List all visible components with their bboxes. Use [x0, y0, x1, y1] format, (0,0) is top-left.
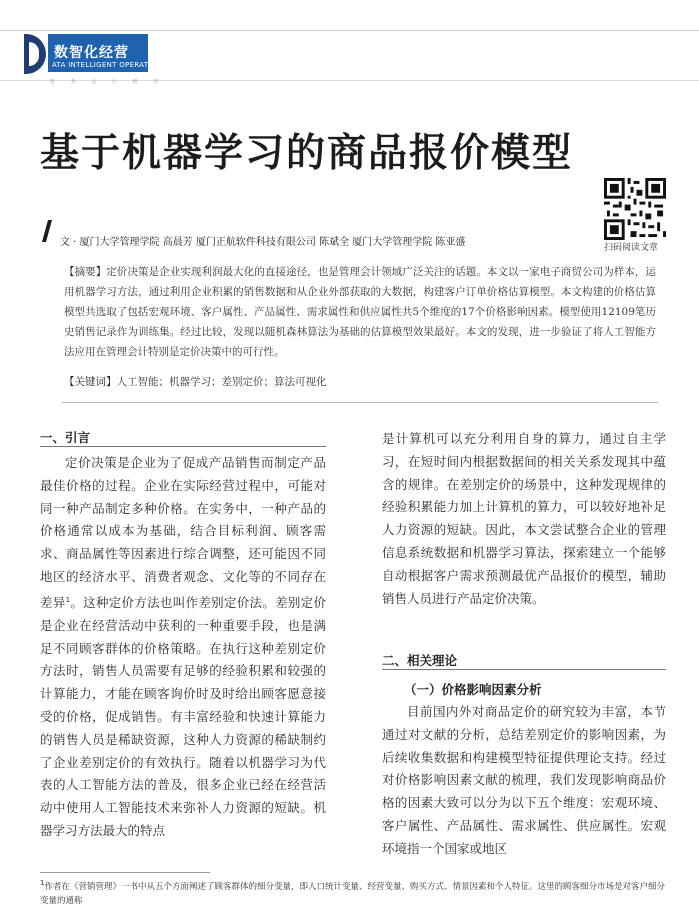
abstract-text: 定价决策是企业实现利润最大化的直接途径，也是管理会计领域广泛关注的话题。本文以一家电子商贸公司为样本，运用机器学习方法，通过利用企业积累的销售数据和从企业外部获取的大数据，构建客户订单价格估算模型。本文构建的价格估算模型共选取了包括宏观环境、客户属性、产品属性、需求属性和供应属性共5个维度的17个价格影响因素。模型使用12109笔历史销售记录作为训练集。经过比较，发现以随机森林算法为基础的估算模型效果最好。本文的发现，进一步验证了将人工智能方法应用在管理会计特别是定价决策中的可行性。	[64, 266, 657, 358]
paragraph: 目前国内外对商品定价的研究较为丰富，本节通过对文献的分析，总结差别定价的影响因素，为后续收集数据和构建模型特征提供理论支持。经过对价格影响因素文献的梳理，我们发现影响商品价格的因素大致可以分为以下五个维度：宏观环境、客户属性、产品属性、需求属性、供应属性。宏观环境指一个国家或地区	[382, 704, 666, 856]
footnote-ref[interactable]: 1	[65, 595, 71, 604]
section-heading-introduction: 一、引言	[40, 430, 91, 445]
column-subtitle: 财 务 会 计 研 究	[50, 79, 165, 85]
footnote-divider	[40, 872, 210, 873]
keywords-label: 【关键词】	[64, 376, 117, 388]
slash-mark-icon	[42, 220, 52, 242]
paragraph: 定价决策是企业为了促成产品销售而制定产品最佳价格的过程。企业在实际经营过程中，可能对同一种产品制定多种价格。在实务中，一种产品的价格通常以成本为基础，结合目标利润、顾客需求、商品属性等因素进行综合调整，还可能因不同地区的经济水平、消费者观念、文化等的不同存在差异$^1$。这种定价方法也叫作差别定价法。差别定价是企业在经营活动中获利的一种重要手段，也是满足不同顾客群体的价格策略。在执行这种差别定价方法时，销售人员需要有足够的经验积累和较强的计算能力，才能在顾客询价时及时给出顾客愿意接受的价格，促成销售。有丰富经验和快速计算能力的销售人员是稀缺资源，这种人力资源的稀缺制约了企业差别定价的有效执行。随着以机器学习为代表的人工智能方法的普及，很多企业已经在经营活动中使用人工智能技术来弥补人力资源的短缺。机器学习方法最大的特点	[40, 455, 326, 838]
column-name: 数智化经营	[54, 45, 129, 61]
header-rule	[0, 30, 699, 31]
footnote-mark: 1	[40, 879, 45, 887]
abstract-label: 【摘要】	[64, 266, 107, 278]
author-line: 文 · 厦门大学管理学院 高晨芳 厦门正航软件科技有限公司 陈斌全 厦门大学管理学院 陈亚盛	[60, 237, 466, 248]
qr-label: 扫码阅读文章	[604, 243, 659, 253]
section-underline	[382, 669, 666, 670]
column-logo	[24, 34, 46, 74]
column-english-name: ATA INTELLIGENT OPERATION	[52, 61, 163, 69]
footnote-text: 作者在《营销管理》一书中从五个方面阐述了顾客群体的细分变量，即人口统计变量、经营变量、购买方式、情景因素和个人特征。这里的顾客细分市场是对客户细分变量的通称	[40, 881, 665, 906]
keywords	[64, 374, 327, 389]
section-underline	[40, 446, 326, 447]
qr-code-icon[interactable]	[604, 178, 666, 240]
abstract	[64, 262, 656, 362]
footnote	[40, 876, 670, 908]
keywords-text: 人工智能；机器学习；差别定价；算法可视化	[116, 376, 327, 388]
subsection-heading: （一）价格影响因素分析	[404, 682, 542, 697]
abstract-divider	[62, 402, 658, 403]
left-column	[40, 452, 326, 843]
right-column	[382, 428, 666, 610]
right-column-section2	[382, 701, 666, 861]
article-title: 基于机器学习的商品报价模型	[40, 130, 574, 176]
paragraph-continued: 是计算机可以充分利用自身的算力，通过自主学习，在短时间内根据数据间的相关关系发现其中蕴含的规律。在差别定价的场景中，这种发现规律的经验积累能力加上计算机的算力，可以较好地补足人力资源的短缺。因此，本文尝试整合企业的管理信息系统数据和机器学习算法，探索建立一个能够自动根据客户需求预测最优产品报价的模型，辅助销售人员进行产品定价决策。	[382, 431, 666, 606]
section-heading-theory: 二、相关理论	[382, 653, 458, 668]
